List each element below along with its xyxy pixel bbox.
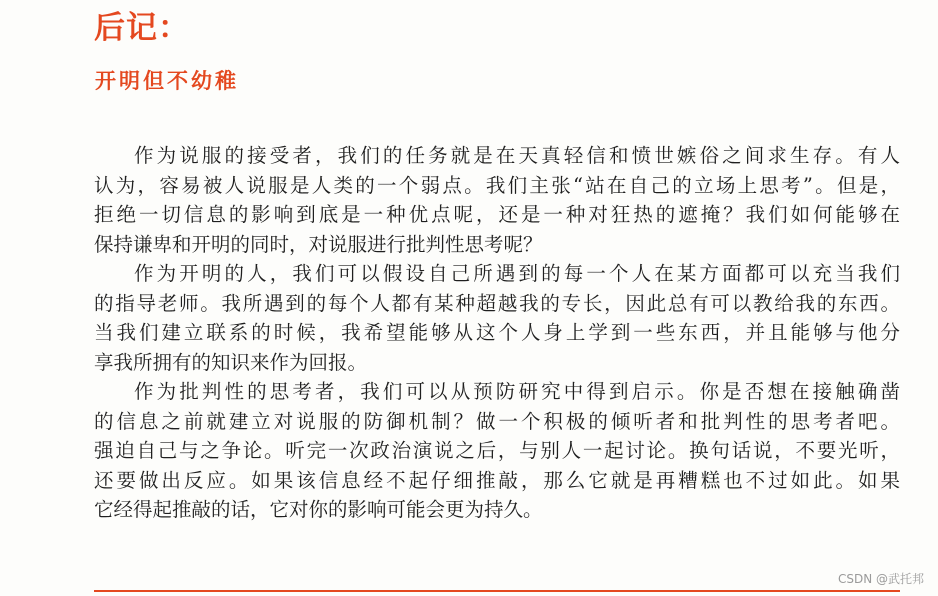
paragraph-3-line-3: 强迫自己与之争论。听完一次政治演说之后，与别人一起讨论。换句话说，不要光听， <box>94 439 900 462</box>
paragraph-3-line-1: 作为批判性的思考者，我们可以从预防研究中得到启示。你是否想在接触确凿 <box>134 380 900 403</box>
paragraph-1-line-2: 认为，容易被人说服是人类的一个弱点。我们主张“站在自己的立场上思考”。但是， <box>94 173 900 197</box>
bottom-rule <box>94 590 900 592</box>
paragraph-2-line-2: 的指导老师。我所遇到的每个人都有某种超越我的专长，因此总有可以教给我的东西。 <box>94 291 900 315</box>
paragraph-2-line-4: 享我所拥有的知识来作为回报。 <box>94 350 368 374</box>
paragraph-2-line-1: 作为开明的人，我们可以假设自己所遇到的每一个人在某方面都可以充当我们 <box>134 262 900 285</box>
paragraph-2-line-3: 当我们建立联系的时候，我希望能够从这个人身上学到一些东西，并且能够与他分 <box>94 321 900 344</box>
csdn-watermark: CSDN @武托邦 <box>837 572 924 586</box>
paragraph-1-line-3: 拒绝一切信息的影响到底是一种优点呢，还是一种对狂热的遮掩？我们如何能够在 <box>94 203 900 226</box>
page-title: 后记： <box>94 10 190 46</box>
body-text <box>94 141 900 525</box>
paragraph-1-line-4: 保持谦卑和开明的同时，对说服进行批判性思考呢？ <box>94 232 543 256</box>
paragraph-1-line-1: 作为说服的接受者，我们的任务就是在天真轻信和愤世嫉俗之间求生存。有人 <box>134 144 900 167</box>
paragraph-3-line-5: 它经得起推敲的话，它对你的影响可能会更为持久。 <box>94 498 543 521</box>
paragraph-3-line-2: 的信息之前就建立对说服的防御机制？做一个积极的倾听者和批判性的思考者吧。 <box>94 409 900 433</box>
paragraph-3-line-4: 还要做出反应。如果该信息经不起仔细推敲，那么它就是再糟糕也不过如此。如果 <box>94 468 900 492</box>
page-subtitle: 开明但不幼稚 <box>95 69 239 93</box>
